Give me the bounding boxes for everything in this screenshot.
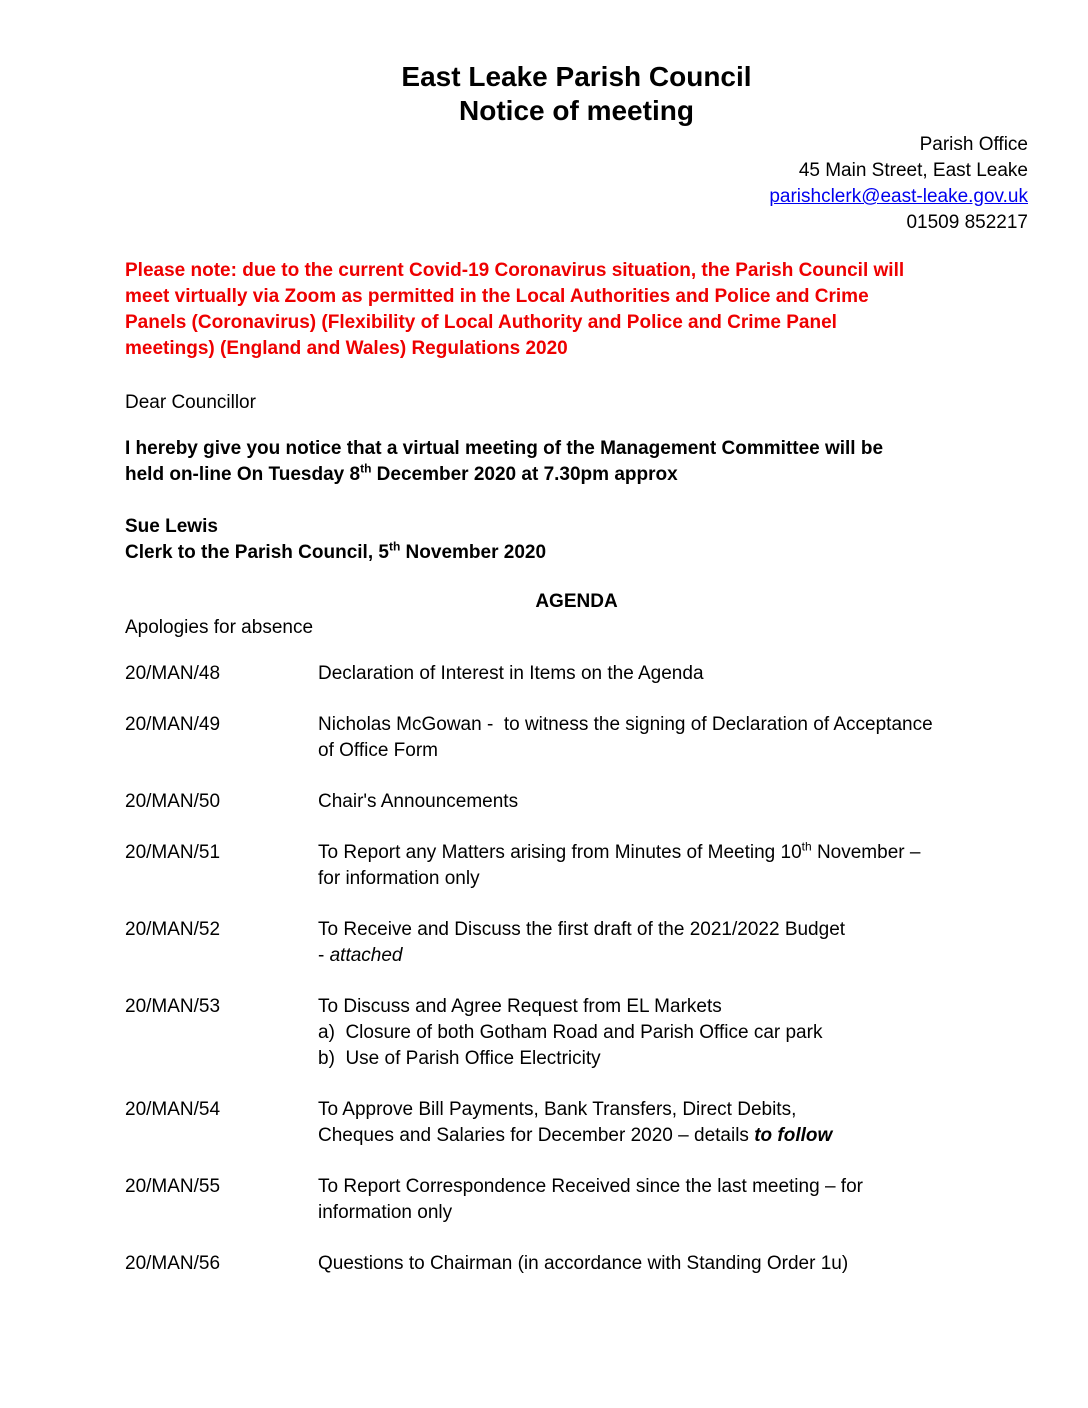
email-link[interactable]: parishclerk@east-leake.gov.uk [769,186,1028,207]
agenda-apologies: Apologies for absence [125,617,314,638]
agenda-item-ref: 20/MAN/48 [125,663,221,684]
agenda-heading: AGENDA [535,591,618,612]
agenda-item-line: Nicholas McGowan - to witness the signing of Declaration of Acceptance [318,714,933,735]
agenda-item [125,994,1028,1072]
agenda-item-description [318,789,1028,815]
agenda-item-line: Chair's Announcements [318,791,519,812]
agenda-item-line: To Receive and Discuss the first draft of the 2021/2022 Budget [318,919,846,940]
contact-block [125,132,1028,236]
agenda-list [125,661,1028,1277]
agenda-item [125,789,1028,815]
superscript-ordinal: th [801,839,812,854]
agenda-item-line: Cheques and Salaries for December 2020 – details to follow [318,1125,833,1146]
agenda-item-ref: 20/MAN/52 [125,919,221,940]
agenda-item-description [318,994,1028,1072]
agenda-item-line: - attached [318,945,403,966]
page-title [125,60,1028,128]
page-title-line1: East Leake Parish Council [401,61,752,92]
contact-email-line [125,184,1028,210]
meeting-notice-line1: I hereby give you notice that a virtual meeting of the Management Committee will be [125,438,884,459]
contact-address: 45 Main Street, East Leake [798,160,1028,181]
agenda-item [125,661,1028,687]
agenda-item-ref: 20/MAN/50 [125,791,221,812]
meeting-notice-line2: held on-line On Tuesday 8th December 2020 at 7.30pm approx [125,461,678,485]
contact-phone: 01509 852217 [906,212,1028,233]
agenda-item [125,840,1028,892]
agenda-item-description [318,1174,1028,1226]
agenda-item [125,917,1028,969]
meeting-notice [125,436,1028,488]
agenda-item-description [318,1097,1028,1149]
covid-notice-line: Panels (Coronavirus) (Flexibility of Local Authority and Police and Crime Panel [125,312,837,333]
agenda-item-line: To Discuss and Agree Request from EL Markets [318,996,722,1017]
agenda-item-line: for information only [318,868,480,889]
agenda-item-line: To Approve Bill Payments, Bank Transfers, Direct Debits, [318,1099,797,1120]
agenda-item-line: a) Closure of both Gotham Road and Parish Office car park [318,1022,823,1043]
contact-office: Parish Office [919,134,1028,155]
agenda-item-ref: 20/MAN/55 [125,1176,221,1197]
covid-notice-line: Please note: due to the current Covid-19 Coronavirus situation, the Parish Council will [125,260,905,281]
agenda-item-description [318,1251,1028,1277]
agenda-item-line: To Report any Matters arising from Minutes of Meeting 10th November – [318,839,921,863]
agenda-item-description [318,840,1028,892]
agenda-item-line: Questions to Chairman (in accordance with Standing Order 1u) [318,1253,849,1274]
agenda-item-description [318,661,1028,687]
agenda-item-ref: 20/MAN/49 [125,714,221,735]
agenda-item [125,1174,1028,1226]
agenda-item-line: To Report Correspondence Received since the last meeting – for [318,1176,863,1197]
agenda-item-ref: 20/MAN/54 [125,1099,221,1120]
agenda-item-ref: 20/MAN/56 [125,1253,221,1274]
agenda-item-line: Declaration of Interest in Items on the Agenda [318,663,704,684]
agenda-item [125,1251,1028,1277]
page-title-line2: Notice of meeting [459,95,694,126]
covid-notice-line: meetings) (England and Wales) Regulations 2020 [125,338,568,359]
agenda-item [125,712,1028,764]
agenda-item-line: of Office Form [318,740,439,761]
covid-notice-line: meet virtually via Zoom as permitted in the Local Authorities and Police and Crime [125,286,869,307]
agenda-item-ref: 20/MAN/53 [125,996,221,1017]
signature-role: Clerk to the Parish Council, 5th November 2020 [125,539,547,563]
agenda-item-description [318,712,1028,764]
agenda-item-line: b) Use of Parish Office Electricity [318,1048,601,1069]
agenda-item [125,1097,1028,1149]
signature-block [125,514,1028,566]
agenda-item-description [318,917,1028,969]
agenda-item-ref: 20/MAN/51 [125,842,221,863]
signature-name: Sue Lewis [125,516,218,537]
superscript-ordinal: th [388,539,401,554]
salutation: Dear Councillor [125,392,256,413]
covid-notice [125,258,1028,362]
agenda-item-line: information only [318,1202,453,1223]
superscript-ordinal: th [360,461,372,476]
